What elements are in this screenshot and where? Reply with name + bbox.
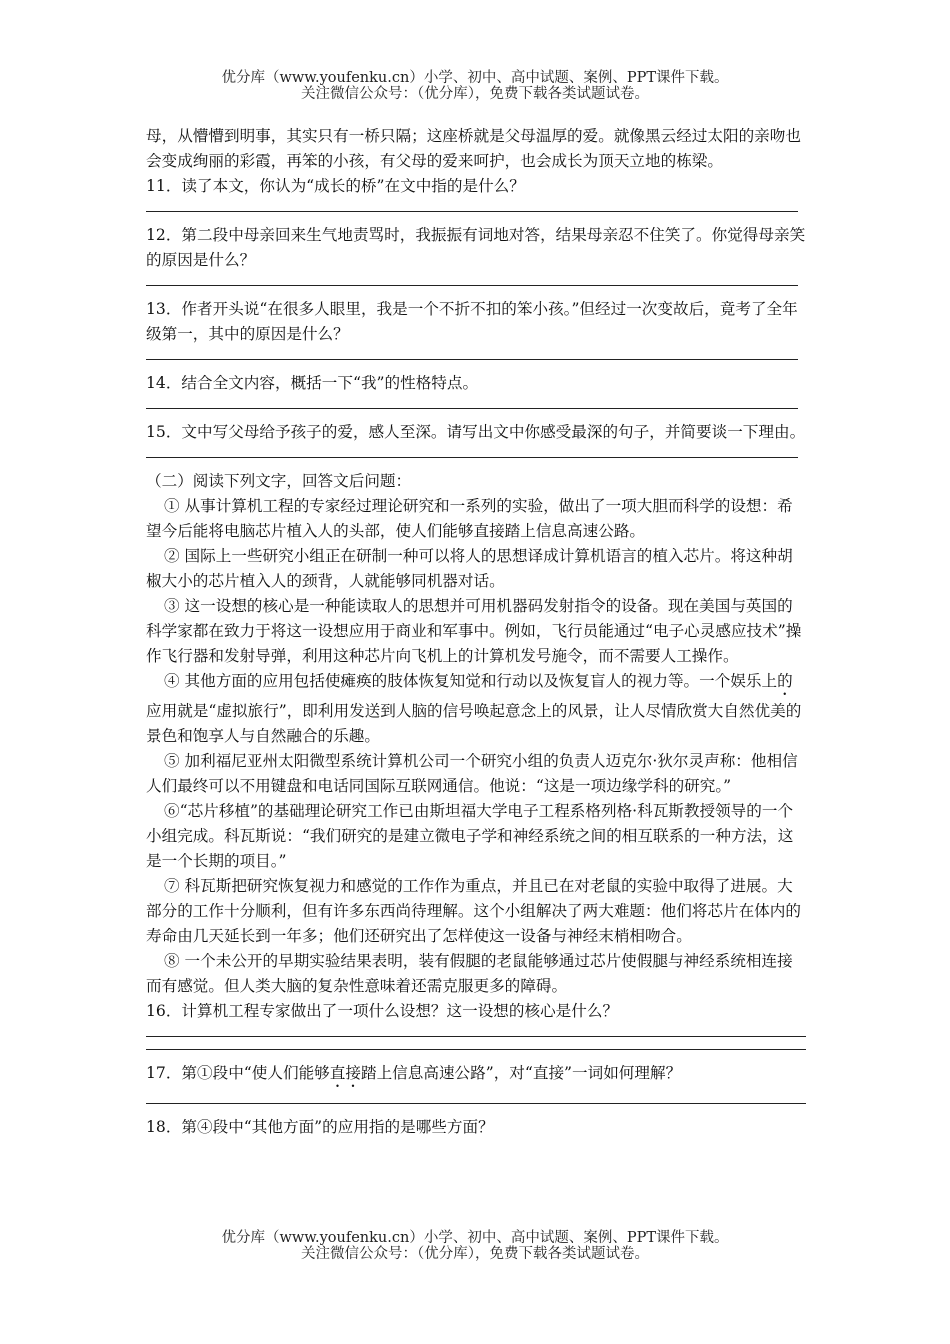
passage-paragraph-5: ⑤ 加利福尼亚州太阳微型系统计算机公司一个研究小组的负责人迈克尔·狄尔灵声称：他相信人们最终可以不用键盘和电话同国际互联网通信。他说：“这是一项边缘学科的研究。” — [146, 752, 798, 795]
footer-line-1: 优分库（www.youfenku.cn）小学、初中、高中试题、案例、PPT课件下载。 — [221, 1230, 729, 1246]
section-2-heading-text: （二）阅读下列文字，回答文后问题 — [146, 472, 396, 490]
passage-paragraph-8: ⑧ 一个未公开的早期实验结果表明，装有假腿的老鼠能够通过芯片使假腿与神经系统相连接而有感觉。但人类大脑的复杂性意味着还需克服更多的障碍。 — [146, 952, 793, 995]
passage-paragraph-7: ⑦ 科瓦斯把研究恢复视力和感觉的工作作为重点，并且已在对老鼠的实验中取得了进展。大部分的工作十分顺利，但有许多东西尚待理解。这个小组解决了两大难题：他们将芯片在体内的寿命由几天延长到一年多；他们还研究出了怎样使这一设备与神经末梢相吻合。 — [146, 877, 801, 945]
section-2-heading — [146, 469, 806, 494]
document-body — [146, 124, 806, 1140]
page-footer — [0, 1230, 950, 1262]
question-18: 18．第④段中“其他方面”的应用指的是哪些方面？ — [146, 1118, 494, 1136]
passage-paragraph-3: ③ 这一设想的核心是一种能读取人的思想并可用机器码发射指令的设备。现在美国与英国的科学家都在致力于将这一设想应用于商业和军事中。例如，飞行员能通过“电子心灵感应技术”操作飞行器和发射导弹，利用这种芯片向飞机上的计算机发号施令，而不需要人工操作。 — [146, 597, 802, 665]
paragraph-4-text-b: 应用就是“虚拟旅行”，即利用发送到人脑的信号唤起意念上的风景，让人尽情欣赏大自然优美的景色和饱享人与自然融合的乐趣。 — [146, 702, 802, 745]
passage-paragraph-2: ② 国际上一些研究小组正在研制一种可以将人的思想译成计算机语言的植入芯片。将这种胡椒大小的芯片植入人的颈背，人就能够同机器对话。 — [146, 547, 793, 590]
section-2-heading-colon: ： — [395, 472, 412, 490]
answer-line — [146, 199, 798, 212]
page-header — [0, 70, 950, 102]
question-17-text-a: 17．第①段中“使人们能够 — [146, 1064, 330, 1082]
passage-paragraph-6: ⑥“芯片移植”的基础理论研究工作已由斯坦福大学电子工程系格列格·科瓦斯教授领导的一个小组完成。科瓦斯说：“我们研究的是建立微电子学和神经系统之间的相互联系的一种方法，这是一个长期的项目。” — [146, 802, 794, 870]
passage-paragraph-4 — [146, 669, 806, 749]
question-17 — [146, 1061, 806, 1091]
question-13: 13．作者开头说“在很多人眼里，我是一个不折不扣的笨小孩。”但经过一次变故后，竟考了全年级第一，其中的原因是什么？ — [146, 300, 798, 343]
answer-line — [146, 396, 798, 409]
answer-line — [146, 1091, 806, 1104]
header-line-2: 关注微信公众号：（优分库），免费下载各类试题试卷。 — [301, 86, 649, 102]
question-14: 14．结合全文内容，概括一下“我”的性格特点。 — [146, 374, 479, 392]
answer-line — [146, 1024, 806, 1037]
question-16: 16．计算机工程专家做出了一项什么设想？这一设想的核心是什么？ — [146, 1002, 619, 1020]
emphasized-word-zhijie: 直接 — [329, 1064, 361, 1082]
header-line-1: 优分库（www.youfenku.cn）小学、初中、高中试题、案例、PPT课件下载。 — [221, 70, 729, 86]
question-15: 15．文中写父母给予孩子的爱，感人至深。请写出文中你感受最深的句子，并简要谈一下理由。 — [146, 423, 806, 441]
answer-line — [146, 1037, 806, 1050]
paragraph-4-text-a: ④ 其他方面的应用包括使瘫痪的肢体恢复知觉和行动以及恢复盲人的视力等。一个娱乐上 — [164, 672, 778, 690]
answer-line — [146, 273, 798, 286]
answer-line — [146, 445, 798, 458]
question-17-text-b: 踏上信息高速公路”，对“直接”一词如何理解？ — [360, 1064, 682, 1082]
passage-paragraph-1: ① 从事计算机工程的专家经过理论研究和一系列的实验，做出了一项大胆而科学的设想：希望今后能将电脑芯片植入人的头部，使人们能够直接踏上信息高速公路。 — [146, 497, 793, 540]
answer-line — [146, 347, 798, 360]
question-12: 12．第二段中母亲回来生气地责骂时，我振振有词地对答，结果母亲忍不住笑了。你觉得母亲笑的原因是什么？ — [146, 226, 806, 269]
question-11: 11．读了本文，你认为“成长的桥”在文中指的是什么？ — [146, 177, 525, 195]
footer-line-2: 关注微信公众号：（优分库），免费下载各类试题试卷。 — [301, 1246, 649, 1262]
emphasized-word-de: 的 — [777, 672, 793, 690]
intro-paragraph: 母，从懵懵到明事，其实只有一桥只隔；这座桥就是父母温厚的爱。就像黑云经过太阳的亲吻也会变成绚丽的彩霞，再笨的小孩，有父母的爱来呵护，也会成长为顶天立地的栋梁。 — [146, 127, 801, 170]
